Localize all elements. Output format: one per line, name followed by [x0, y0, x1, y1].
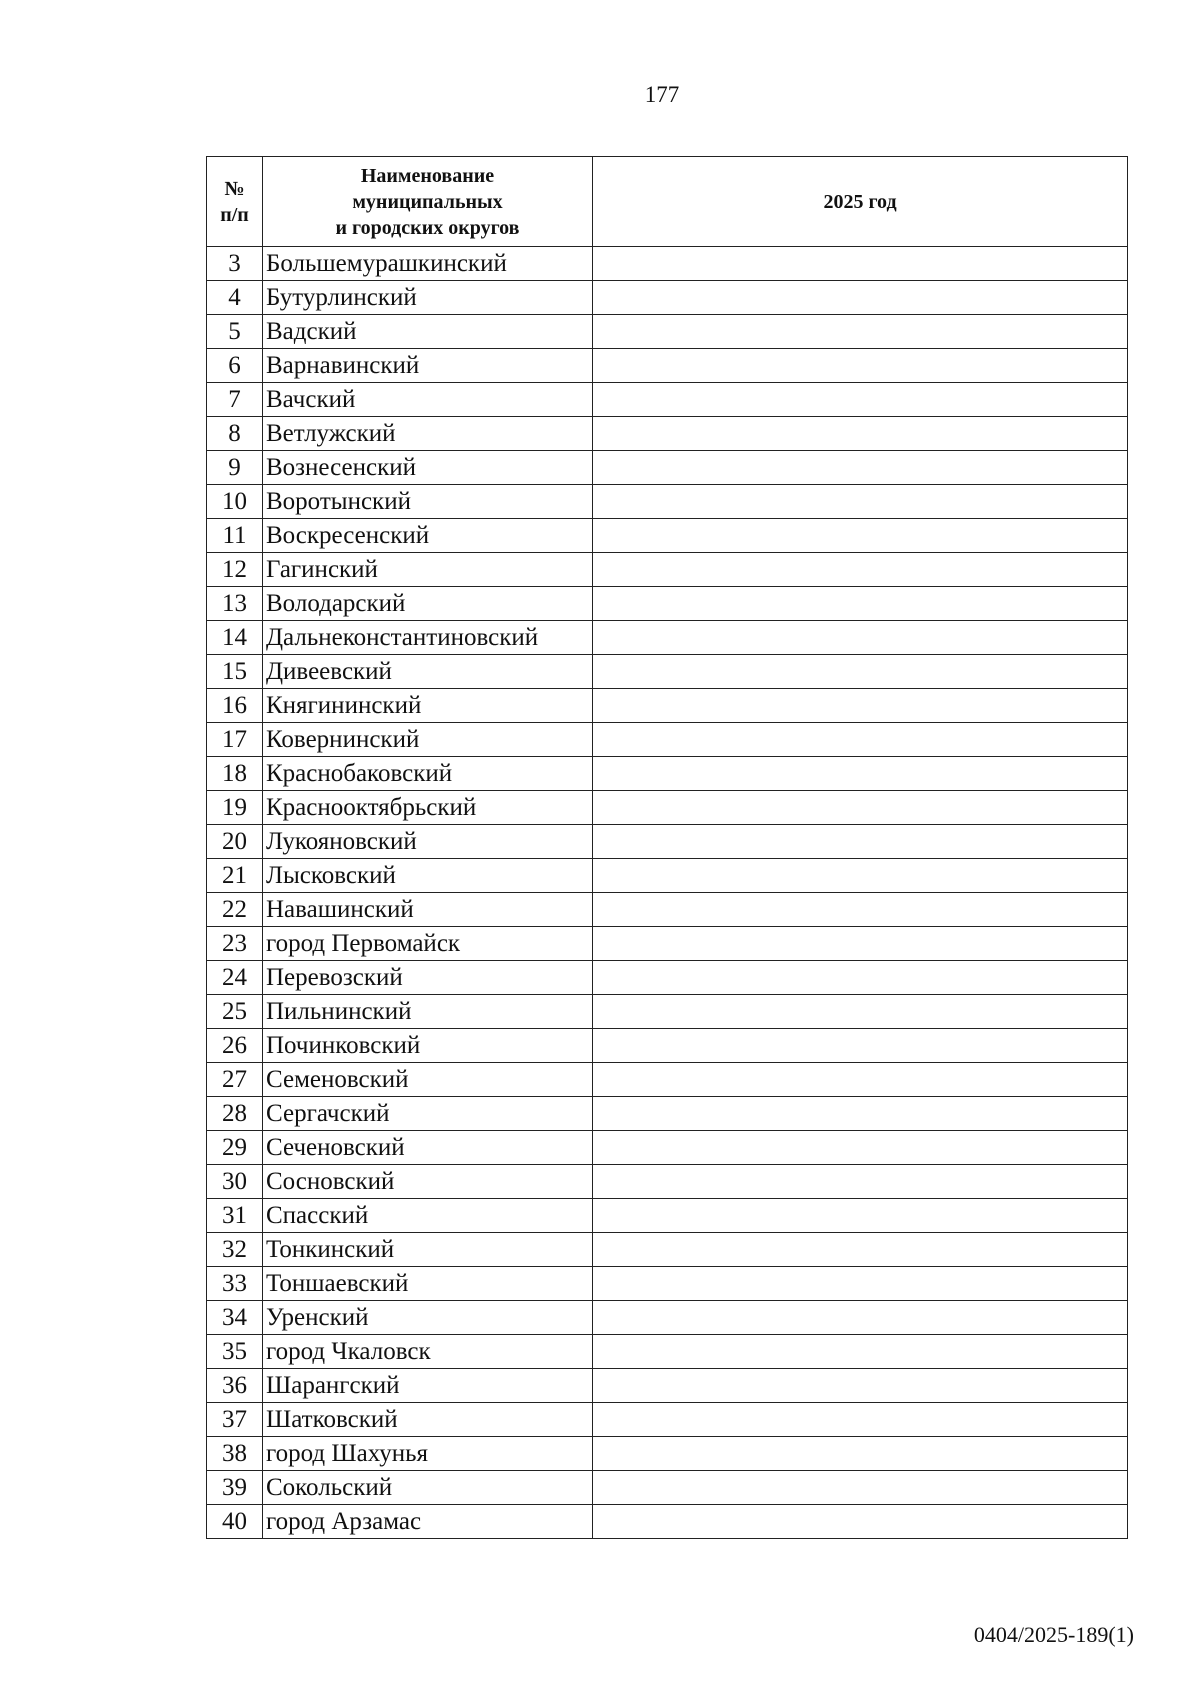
row-number: 4: [207, 281, 263, 315]
row-number: 23: [207, 927, 263, 961]
year-value: [593, 1233, 1128, 1267]
district-name: Лысковский: [263, 859, 593, 893]
year-value: [593, 1097, 1128, 1131]
district-name: Тоншаевский: [263, 1267, 593, 1301]
year-value: [593, 1437, 1128, 1471]
district-name: Лукояновский: [263, 825, 593, 859]
row-number: 17: [207, 723, 263, 757]
row-number: 24: [207, 961, 263, 995]
year-value: [593, 961, 1128, 995]
table-row: [207, 553, 1128, 587]
table-row: [207, 519, 1128, 553]
table-row: [207, 689, 1128, 723]
table-row: [207, 1267, 1128, 1301]
district-name: Бутурлинский: [263, 281, 593, 315]
year-value: [593, 1471, 1128, 1505]
table-row: [207, 1199, 1128, 1233]
row-number: 21: [207, 859, 263, 893]
year-value: [593, 1165, 1128, 1199]
year-value: [593, 757, 1128, 791]
table-row: [207, 621, 1128, 655]
table-row: [207, 349, 1128, 383]
header-district-name: [263, 157, 593, 247]
row-number: 13: [207, 587, 263, 621]
row-number: 16: [207, 689, 263, 723]
table-row: [207, 1369, 1128, 1403]
district-name: Навашинский: [263, 893, 593, 927]
table-row: [207, 383, 1128, 417]
district-name: Вознесенский: [263, 451, 593, 485]
year-value: [593, 587, 1128, 621]
district-name: город Первомайск: [263, 927, 593, 961]
district-name: Княгининский: [263, 689, 593, 723]
table-row: [207, 1403, 1128, 1437]
table-row: [207, 961, 1128, 995]
year-value: [593, 383, 1128, 417]
table-row: [207, 825, 1128, 859]
district-name: город Чкаловск: [263, 1335, 593, 1369]
district-name: Шарангский: [263, 1369, 593, 1403]
row-number: 20: [207, 825, 263, 859]
table-row: [207, 1301, 1128, 1335]
row-number: 32: [207, 1233, 263, 1267]
table-row: [207, 927, 1128, 961]
district-name: Сергачский: [263, 1097, 593, 1131]
row-number: 6: [207, 349, 263, 383]
year-value: [593, 1063, 1128, 1097]
header-year: [593, 157, 1128, 247]
header-year-label: 2025 год: [823, 190, 897, 213]
year-value: [593, 519, 1128, 553]
district-name: город Шахунья: [263, 1437, 593, 1471]
row-number: 5: [207, 315, 263, 349]
row-number: 22: [207, 893, 263, 927]
district-name: Тонкинский: [263, 1233, 593, 1267]
district-name: Спасский: [263, 1199, 593, 1233]
district-name: Сеченовский: [263, 1131, 593, 1165]
year-value: [593, 1199, 1128, 1233]
year-value: [593, 1029, 1128, 1063]
district-name: Шатковский: [263, 1403, 593, 1437]
district-name: Уренский: [263, 1301, 593, 1335]
year-value: [593, 281, 1128, 315]
district-name: город Арзамас: [263, 1505, 593, 1539]
row-number: 19: [207, 791, 263, 825]
year-value: [593, 621, 1128, 655]
row-number: 14: [207, 621, 263, 655]
year-value: [593, 553, 1128, 587]
district-name: Дальнеконстантиновский: [263, 621, 593, 655]
table-row: [207, 1097, 1128, 1131]
district-name: Краснобаковский: [263, 757, 593, 791]
year-value: [593, 995, 1128, 1029]
district-name: Варнавинский: [263, 349, 593, 383]
table-row: [207, 485, 1128, 519]
row-number: 28: [207, 1097, 263, 1131]
table-row: [207, 587, 1128, 621]
year-value: [593, 1335, 1128, 1369]
table-body: [207, 247, 1128, 1539]
table-header-row: [207, 157, 1128, 247]
district-name: Пильнинский: [263, 995, 593, 1029]
table-row: [207, 1165, 1128, 1199]
district-name: Воротынский: [263, 485, 593, 519]
table-row: [207, 1471, 1128, 1505]
year-value: [593, 349, 1128, 383]
row-number: 8: [207, 417, 263, 451]
row-number: 25: [207, 995, 263, 1029]
table-row: [207, 1505, 1128, 1539]
year-value: [593, 859, 1128, 893]
row-number: 3: [207, 247, 263, 281]
row-number: 36: [207, 1369, 263, 1403]
year-value: [593, 417, 1128, 451]
table-row: [207, 757, 1128, 791]
row-number: 40: [207, 1505, 263, 1539]
district-name: Воскресенский: [263, 519, 593, 553]
table-row: [207, 1029, 1128, 1063]
table-row: [207, 893, 1128, 927]
district-name: Вачский: [263, 383, 593, 417]
table-row: [207, 1335, 1128, 1369]
district-name: Ветлужский: [263, 417, 593, 451]
row-number: 26: [207, 1029, 263, 1063]
row-number: 12: [207, 553, 263, 587]
row-number: 31: [207, 1199, 263, 1233]
header-number-label: № п/п: [220, 177, 249, 226]
row-number: 33: [207, 1267, 263, 1301]
district-name: Семеновский: [263, 1063, 593, 1097]
table-row: [207, 1437, 1128, 1471]
row-number: 10: [207, 485, 263, 519]
districts-table: [206, 156, 1128, 1539]
table-row: [207, 451, 1128, 485]
row-number: 7: [207, 383, 263, 417]
year-value: [593, 1403, 1128, 1437]
row-number: 27: [207, 1063, 263, 1097]
row-number: 34: [207, 1301, 263, 1335]
document-code: 0404/2025-189(1): [973, 1622, 1134, 1647]
district-name: Краснооктябрьский: [263, 791, 593, 825]
table-row: [207, 995, 1128, 1029]
table-header: [207, 157, 1128, 247]
table-row: [207, 1131, 1128, 1165]
year-value: [593, 893, 1128, 927]
row-number: 15: [207, 655, 263, 689]
page-number: 177: [644, 82, 680, 107]
table-row: [207, 723, 1128, 757]
district-name: Перевозский: [263, 961, 593, 995]
header-number: [207, 157, 263, 247]
year-value: [593, 791, 1128, 825]
row-number: 39: [207, 1471, 263, 1505]
district-name: Починковский: [263, 1029, 593, 1063]
table-row: [207, 1233, 1128, 1267]
district-name: Сокольский: [263, 1471, 593, 1505]
district-name: Сосновский: [263, 1165, 593, 1199]
row-number: 30: [207, 1165, 263, 1199]
table-row: [207, 281, 1128, 315]
row-number: 35: [207, 1335, 263, 1369]
table-row: [207, 1063, 1128, 1097]
year-value: [593, 1301, 1128, 1335]
table-row: [207, 859, 1128, 893]
year-value: [593, 247, 1128, 281]
year-value: [593, 1131, 1128, 1165]
district-name: Дивеевский: [263, 655, 593, 689]
year-value: [593, 825, 1128, 859]
row-number: 38: [207, 1437, 263, 1471]
year-value: [593, 315, 1128, 349]
year-value: [593, 485, 1128, 519]
header-district-name-label: Наименование муниципальных и городских округов: [335, 164, 520, 239]
year-value: [593, 723, 1128, 757]
table-row: [207, 417, 1128, 451]
district-name: Ковернинский: [263, 723, 593, 757]
district-name: Вадский: [263, 315, 593, 349]
row-number: 9: [207, 451, 263, 485]
district-name: Володарский: [263, 587, 593, 621]
row-number: 11: [207, 519, 263, 553]
year-value: [593, 1505, 1128, 1539]
district-name: Большемурашкинский: [263, 247, 593, 281]
year-value: [593, 1369, 1128, 1403]
table-row: [207, 791, 1128, 825]
row-number: 37: [207, 1403, 263, 1437]
district-name: Гагинский: [263, 553, 593, 587]
table-row: [207, 655, 1128, 689]
year-value: [593, 655, 1128, 689]
table-row: [207, 247, 1128, 281]
table-row: [207, 315, 1128, 349]
year-value: [593, 1267, 1128, 1301]
row-number: 18: [207, 757, 263, 791]
row-number: 29: [207, 1131, 263, 1165]
year-value: [593, 451, 1128, 485]
year-value: [593, 927, 1128, 961]
year-value: [593, 689, 1128, 723]
